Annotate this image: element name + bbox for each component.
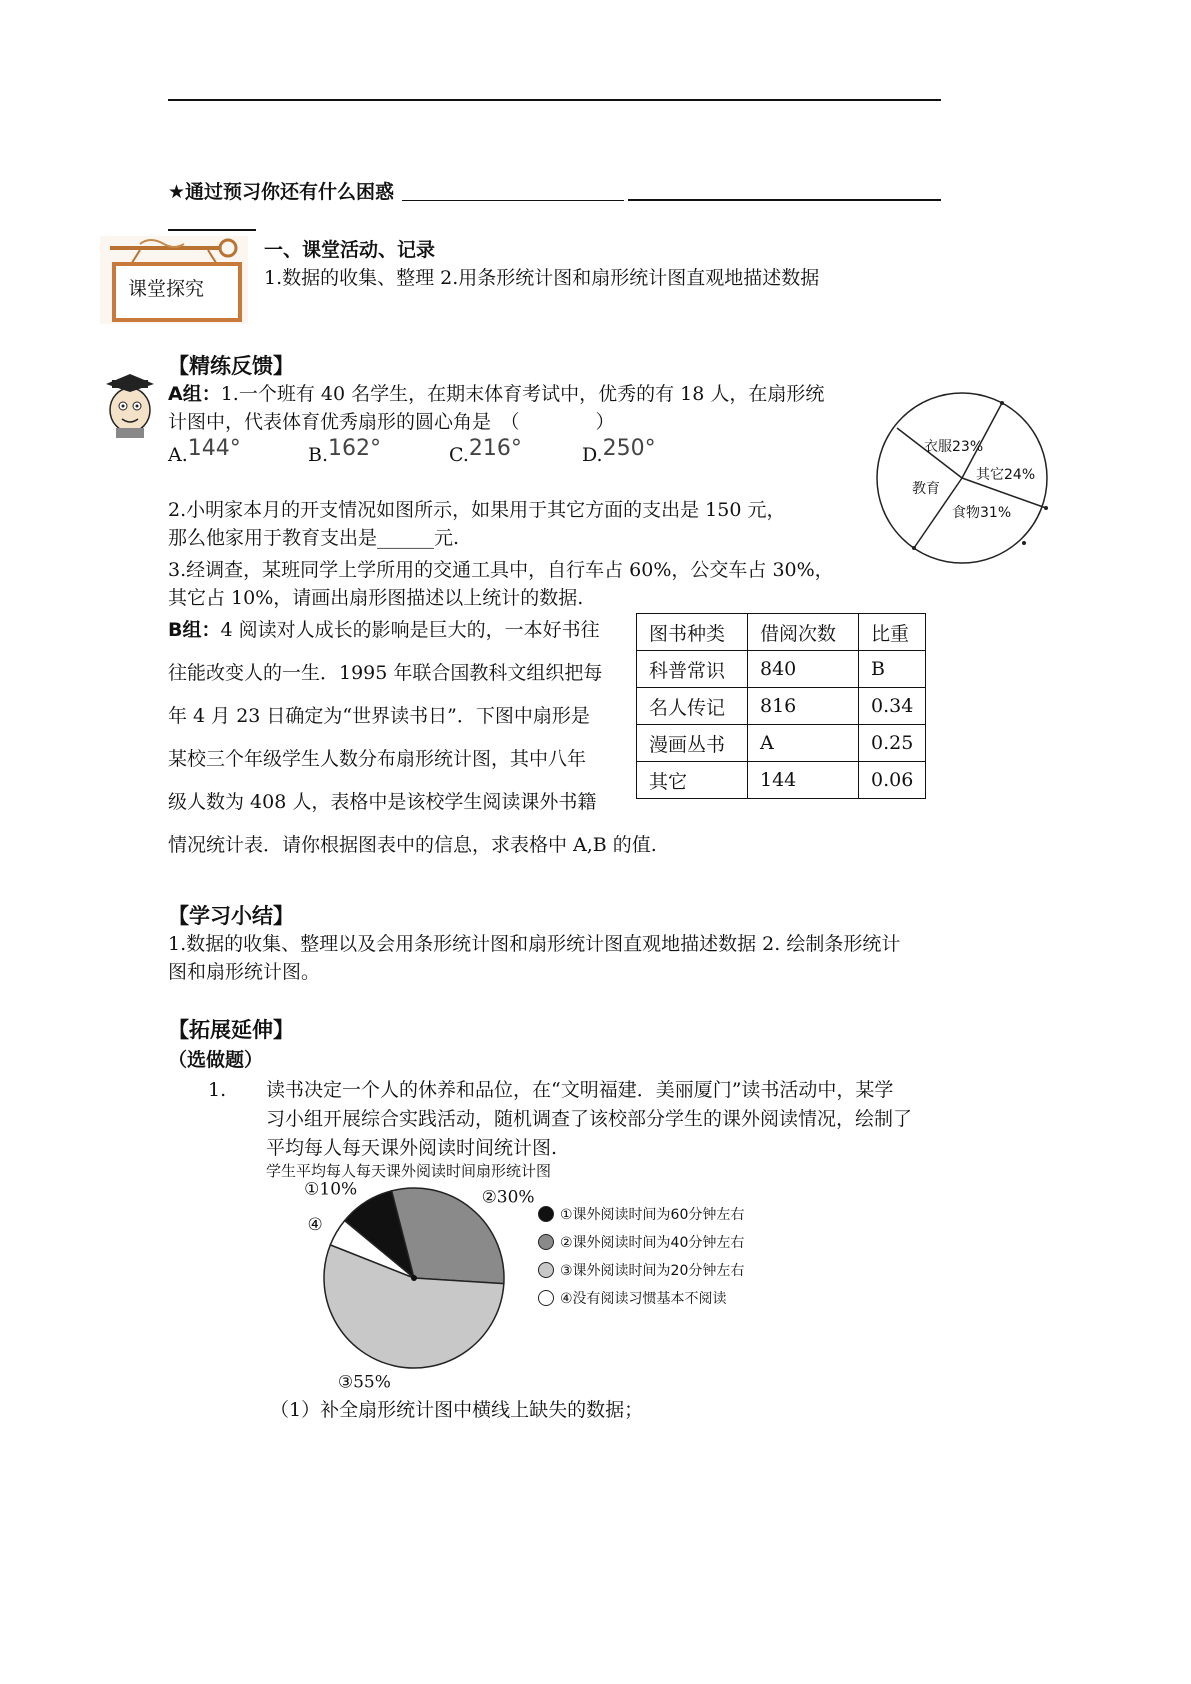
group-b-line-3: 年 4 月 23 日确定为“世界读书日”．下图中扇形是 [168,705,590,727]
group-b-text-1: 4 阅读对人成长的影响是巨大的，一本好书往 [220,619,600,641]
prompt-line-text: ★通过预习你还有什么困惑 [168,181,395,203]
pie-center-dot [411,1275,417,1281]
q1-text-line1: 1.一个班有 40 名学生，在期末体育考试中，优秀的有 18 人，在扇形统 [220,383,825,405]
expense-pie-dot-1 [1000,401,1004,405]
table-cell: 144 [748,762,859,799]
summary-line-2: 图和扇形统计图。 [168,961,321,983]
expense-pie-dot-2 [1044,506,1048,510]
table-cell: 其它 [637,762,748,799]
expense-label-clothes: 衣服23% [924,439,984,455]
reading-pie-chart [290,1179,535,1393]
table-cell: 0.25 [859,725,926,762]
table-header-cell: 图书种类 [637,614,748,651]
summary-heading: 【学习小结】 [168,904,294,928]
expense-pie-dot-4 [912,546,916,550]
group-b-label: B组： [168,619,221,641]
practice-heading: 【精练反馈】 [168,354,294,378]
choice-d-value: 250° [602,436,656,461]
legend-item [538,1228,744,1256]
choice-a-value: 144° [187,436,241,461]
extension-heading: 【拓展延伸】 [168,1018,294,1042]
group-b-line-1 [168,616,600,644]
table-row [637,725,926,762]
legend-label: ②课外阅读时间为40分钟左右 [560,1235,745,1251]
table-cell: 科普常识 [637,651,748,688]
chart-legend [538,1200,744,1312]
extension-question-number: 1. [208,1079,227,1101]
choice-d-letter: D. [582,444,603,466]
choice-d[interactable] [582,436,656,467]
table-row [637,651,926,688]
chart-title: 学生平均每人每天课外阅读时间扇形统计图 [266,1162,552,1180]
activity-content: 1.数据的收集、整理 2.用条形统计图和扇形统计图直观地描述数据 [264,267,820,289]
legend-item [538,1284,744,1312]
answer-blank-line-3 [168,229,256,231]
legend-item [538,1200,744,1228]
q2-text-line1: 2.小明家本月的开支情况如图所示，如果用于其它方面的支出是 150 元， [168,499,786,521]
table-header-row [637,614,926,651]
extension-line-1: 读书决定一个人的休养和品位，在“文明福建．美丽厦门”读书活动中，某学 [266,1079,894,1101]
legend-label: ④没有阅读习惯基本不阅读 [560,1291,727,1307]
extension-line-3: 平均每人每天课外阅读时间统计图. [266,1137,558,1159]
legend-swatch [538,1290,554,1306]
extension-subheading: （选做题） [168,1049,264,1071]
extension-question-1: （1）补全扇形统计图中横线上缺失的数据； [270,1399,644,1421]
pie-slice-label: ②30% [481,1187,535,1208]
table-cell: 840 [748,651,859,688]
pie-slice-label: ①10% [304,1179,358,1200]
choice-b-letter: B. [308,444,329,466]
choice-b-value: 162° [328,436,382,461]
choice-a-letter: A. [168,444,188,466]
book-table [636,613,926,799]
group-a-question-1-line-1 [168,380,824,408]
table-cell: 名人传记 [637,688,748,725]
table-cell: 0.34 [859,688,926,725]
legend-swatch [538,1234,554,1250]
reading-pie-svg [290,1179,535,1393]
q1-text-line2: 计图中，代表体育优秀扇形的圆心角是 （ ） [168,411,615,433]
group-b-line-6: 情况统计表．请你根据图表中的信息，求表格中 A,B 的值. [168,834,657,856]
group-a-label: A组： [168,383,221,405]
expense-label-food: 食物31% [952,505,1012,521]
legend-swatch [538,1262,554,1278]
choice-c[interactable] [449,436,522,467]
mascot-icon [98,372,162,438]
section-badge [100,236,248,324]
table-row [637,762,926,799]
expense-label-other: 其它24% [976,467,1036,483]
pie-slice-label: ③55% [337,1372,391,1393]
choice-b[interactable] [308,436,382,467]
expense-pie-chart [872,398,1052,558]
table-cell: 0.06 [859,762,926,799]
top-rule [168,99,941,101]
legend-item [538,1256,744,1284]
legend-label: ①课外阅读时间为60分钟左右 [560,1207,745,1223]
table-cell: A [748,725,859,762]
pie-slice-label: ④ [307,1215,323,1236]
legend-swatch [538,1206,554,1222]
legend-label: ③课外阅读时间为20分钟左右 [560,1263,745,1279]
group-b-line-2: 往能改变人的一生．1995 年联合国教科文组织把每 [168,662,603,684]
group-b-line-5: 级人数为 408 人，表格中是该校学生阅读课外书籍 [168,791,597,813]
table-header-cell: 借阅次数 [748,614,859,651]
group-b-line-4: 某校三个年级学生人数分布扇形统计图，其中八年 [168,748,587,770]
q3-text-line2: 其它占 10%，请画出扇形图描述以上统计的数据. [168,587,584,609]
answer-blank-line-2 [628,199,941,201]
section-badge-label: 课堂探究 [128,278,205,300]
choice-c-letter: C. [449,444,469,466]
table-header-cell: 比重 [859,614,926,651]
extension-line-2: 习小组开展综合实践活动，随机调查了该校部分学生的课外阅读情况，绘制了 [266,1108,913,1130]
choice-a[interactable] [168,436,241,467]
expense-pie-dot-3 [1022,541,1026,545]
activity-title: 一、课堂活动、记录 [264,239,436,261]
answer-blank-line-1 [402,200,624,201]
q3-text-line1: 3.经调查，某班同学上学所用的交通工具中，自行车占 60%，公交车占 30%， [168,559,834,581]
table-row [637,688,926,725]
q2-text-line2: 那么他家用于教育支出是______元. [168,527,460,549]
expense-label-education: 教育 [912,481,940,497]
table-cell: 816 [748,688,859,725]
summary-line-1: 1.数据的收集、整理以及会用条形统计图和扇形统计图直观地描述数据 2. 绘制条形统计 [168,933,901,955]
choice-c-value: 216° [468,436,522,461]
table-cell: 漫画丛书 [637,725,748,762]
table-cell: B [859,651,926,688]
